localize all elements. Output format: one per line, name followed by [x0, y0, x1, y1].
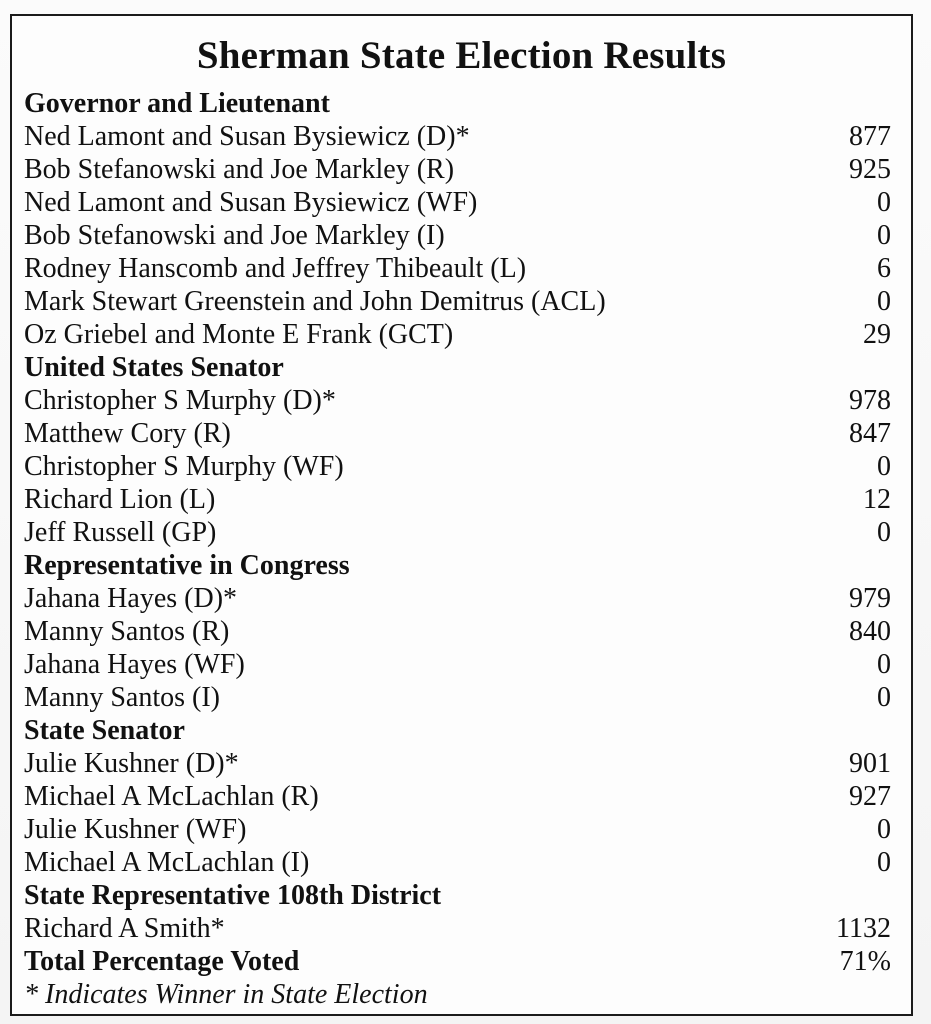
candidate-row	[24, 219, 891, 252]
total-percentage-row	[24, 945, 891, 978]
candidate-name: Manny Santos (I)	[24, 681, 220, 713]
candidate-row	[24, 747, 891, 780]
candidate-name: Bob Stefanowski and Joe Markley (R)	[24, 153, 455, 185]
vote-count: 0	[877, 450, 891, 482]
vote-count: 877	[849, 120, 891, 152]
vote-count: 0	[877, 516, 891, 548]
candidate-row	[24, 648, 891, 681]
candidate-row	[24, 450, 891, 483]
section-heading-text: State Representative 108th District	[24, 879, 442, 911]
winner-footnote: * Indicates Winner in State Election	[24, 978, 428, 1010]
candidate-row	[24, 252, 891, 285]
candidate-name: Rodney Hanscomb and Jeffrey Thibeault (L)	[24, 252, 527, 284]
candidate-name: Richard A Smith*	[24, 912, 225, 944]
candidate-row	[24, 681, 891, 714]
candidate-row	[24, 516, 891, 549]
vote-count: 1132	[836, 912, 891, 944]
vote-count: 0	[877, 285, 891, 317]
total-percentage-value: 71%	[839, 945, 891, 977]
section-heading-text: United States Senator	[24, 351, 284, 383]
vote-count: 925	[849, 153, 891, 185]
total-percentage-label: Total Percentage Voted	[24, 945, 300, 977]
section-heading-state-representative	[24, 879, 891, 912]
vote-count: 6	[877, 252, 891, 284]
candidate-name: Richard Lion (L)	[24, 483, 216, 515]
section-heading-text: State Senator	[24, 714, 185, 746]
candidate-name: Julie Kushner (WF)	[24, 813, 247, 845]
vote-count: 847	[849, 417, 891, 449]
candidate-name: Oz Griebel and Monte E Frank (GCT)	[24, 318, 454, 350]
candidate-name: Julie Kushner (D)*	[24, 747, 239, 779]
vote-count: 978	[849, 384, 891, 416]
candidate-name: Michael A McLachlan (R)	[24, 780, 319, 812]
section-heading-us-senator	[24, 351, 891, 384]
candidate-row	[24, 120, 891, 153]
candidate-row	[24, 318, 891, 351]
vote-count: 0	[877, 186, 891, 218]
candidate-name: Matthew Cory (R)	[24, 417, 231, 449]
section-heading-state-senator	[24, 714, 891, 747]
vote-count: 12	[863, 483, 891, 515]
candidate-name: Mark Stewart Greenstein and John Demitrus (ACL)	[24, 285, 606, 317]
candidate-row	[24, 780, 891, 813]
vote-count: 0	[877, 681, 891, 713]
vote-count: 0	[877, 846, 891, 878]
candidate-name: Bob Stefanowski and Joe Markley (I)	[24, 219, 445, 251]
candidate-name: Jeff Russell (GP)	[24, 516, 217, 548]
candidate-row	[24, 417, 891, 450]
vote-count: 979	[849, 582, 891, 614]
vote-count: 901	[849, 747, 891, 779]
vote-count: 0	[877, 813, 891, 845]
candidate-name: Jahana Hayes (WF)	[24, 648, 245, 680]
candidate-row	[24, 186, 891, 219]
section-heading-congress	[24, 549, 891, 582]
results-list	[24, 87, 891, 1011]
candidate-row	[24, 615, 891, 648]
candidate-name: Ned Lamont and Susan Bysiewicz (WF)	[24, 186, 478, 218]
candidate-row	[24, 384, 891, 417]
results-frame	[10, 14, 913, 1016]
candidate-name: Michael A McLachlan (I)	[24, 846, 310, 878]
section-heading-text: Governor and Lieutenant	[24, 87, 330, 119]
page-title: Sherman State Election Results	[196, 34, 727, 77]
candidate-name: Christopher S Murphy (D)*	[24, 384, 336, 416]
vote-count: 840	[849, 615, 891, 647]
candidate-name: Jahana Hayes (D)*	[24, 582, 238, 614]
section-heading-text: Representative in Congress	[24, 549, 350, 581]
candidate-row	[24, 582, 891, 615]
vote-count: 0	[877, 648, 891, 680]
candidate-row	[24, 153, 891, 186]
candidate-name: Manny Santos (R)	[24, 615, 230, 647]
candidate-name: Christopher S Murphy (WF)	[24, 450, 344, 482]
candidate-row	[24, 912, 891, 945]
vote-count: 29	[863, 318, 891, 350]
candidate-row	[24, 285, 891, 318]
vote-count: 927	[849, 780, 891, 812]
candidate-row	[24, 483, 891, 516]
vote-count: 0	[877, 219, 891, 251]
candidate-name: Ned Lamont and Susan Bysiewicz (D)*	[24, 120, 470, 152]
section-heading-governor	[24, 87, 891, 120]
candidate-row	[24, 813, 891, 846]
candidate-row	[24, 846, 891, 879]
